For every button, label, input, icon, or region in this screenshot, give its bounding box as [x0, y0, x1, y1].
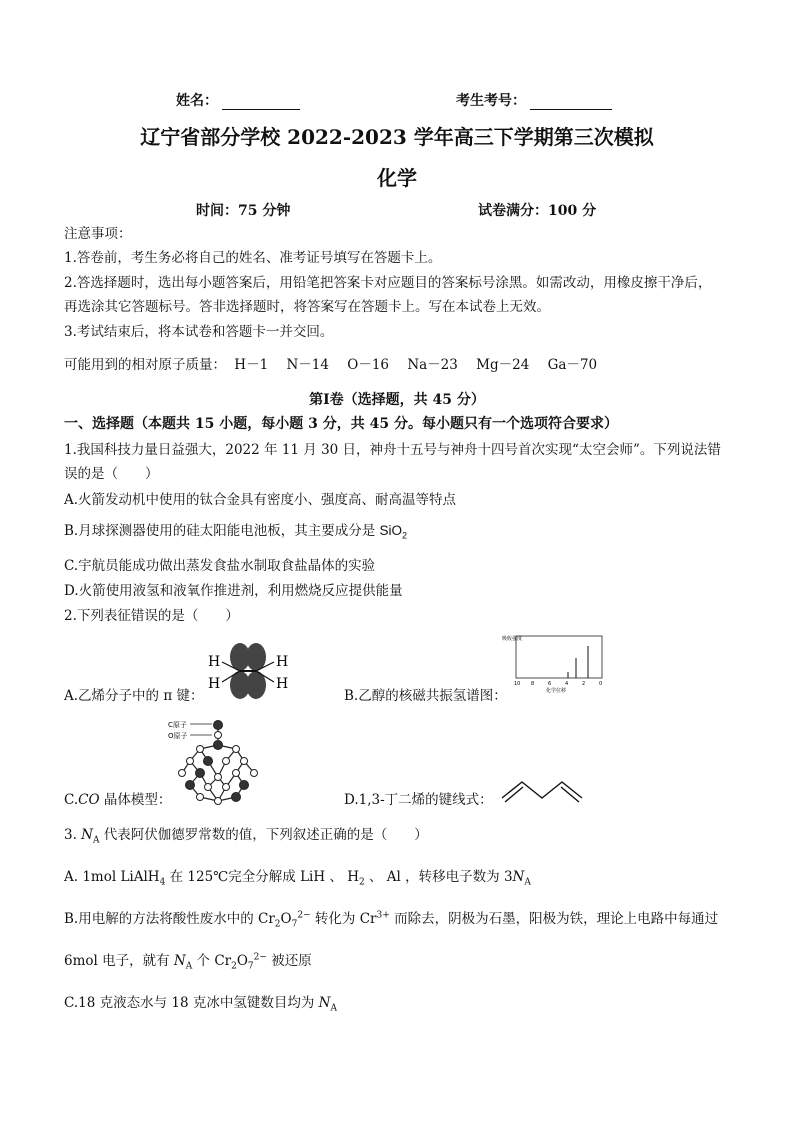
nmr-tick-label: 6	[548, 681, 552, 687]
q2-stem: 2.下列表征错误的是（ ）	[64, 608, 239, 624]
sio2-formula: SiO	[379, 523, 403, 538]
subscript: 7	[291, 919, 298, 930]
notice-item: 2.答选择题时，选出每小题答案后，用铅笔把答案卡对应题目的答案标号涂黑。如需改动，用橡皮擦干净后，	[64, 275, 712, 291]
butadiene-skeletal-figure	[500, 772, 584, 802]
h-atom-label: H	[276, 676, 289, 692]
butadiene-chain	[502, 782, 582, 798]
atomic-mass-value: Ga－70	[547, 357, 598, 373]
q3-b-text: 而除去，阴极为石墨，阳极为铁，理论上电路中每通过	[389, 911, 719, 927]
q3-b-text: 被还原	[266, 953, 312, 969]
atomic-mass-value: O－16	[347, 357, 390, 373]
carbon-atom	[204, 757, 213, 766]
q1-option-b-text: B.月球探测器使用的硅太阳能电池板，其主要成分是	[64, 523, 380, 539]
notice-item: 3.考试结束后，将本试卷和答题卡一并交回。	[64, 324, 334, 340]
notice-heading: 注意事项：	[64, 226, 132, 242]
q3-a-text: 、 Al ，转移电子数为 3	[364, 869, 513, 885]
subscript: 7	[247, 961, 254, 972]
q3-option-a	[64, 868, 531, 886]
nmr-tick-label: 10	[514, 681, 521, 687]
nmr-tick-label: 0	[599, 681, 603, 687]
sio2-subscript: 2	[402, 530, 408, 541]
nmr-tick-label: 2	[582, 681, 586, 687]
o-atom-legend: O原子	[168, 732, 188, 740]
nmr-tick-label: 8	[531, 681, 535, 687]
q2-option-c	[64, 791, 171, 809]
subscript: 2	[274, 919, 281, 930]
carbon-atom	[196, 769, 205, 778]
pi-bond-figure	[200, 640, 290, 702]
q3-b-text: 个 Cr	[192, 953, 232, 969]
oxygen-atom	[233, 770, 240, 777]
subscript: 2	[358, 877, 365, 888]
oxygen-atom	[223, 784, 230, 791]
q2-option-d: D.1,3-丁二烯的键线式：	[344, 792, 493, 808]
q1-option-a: A.火箭发动机中使用的钛合金具有密度小、强度高、耐高温等特点	[64, 492, 457, 508]
oxygen-atom	[251, 770, 258, 777]
nmr-spectrum-figure	[502, 634, 608, 694]
name-field	[176, 90, 300, 110]
exam-title: 辽宁省部分学校 2022-2023 学年高三下学期第三次模拟	[140, 125, 654, 149]
carbon-atom	[240, 781, 249, 790]
oxygen-atom	[233, 746, 240, 753]
na-subscript: A	[330, 1003, 337, 1014]
exam-number-field	[456, 90, 612, 110]
superscript: 2−	[253, 952, 267, 963]
part1-title: 第Ⅰ卷（选择题，共 45 分）	[309, 392, 485, 408]
oxygen-atom	[187, 758, 194, 765]
name-label: 姓名：	[176, 93, 218, 109]
q3-c-text: C.18 克液态水与 18 克冰中氢键数目均为	[64, 995, 319, 1011]
nmr-y-label: 吸收强度	[502, 636, 523, 642]
q3-b-text: O	[280, 911, 292, 927]
atomic-mass-value: N－14	[286, 357, 329, 373]
oxygen-atom	[179, 770, 186, 777]
na-subscript: A	[185, 961, 193, 972]
q3-number: 3.	[64, 827, 82, 843]
notice-item: 再选涂其它答题标号。答非选择题时，将答案写在答题卡上。写在本试卷上无效。	[64, 299, 550, 315]
oxygen-atom	[223, 758, 230, 765]
atomic-mass-value: H－1	[234, 357, 269, 373]
exam-number-label: 考生考号：	[456, 93, 526, 109]
name-blank[interactable]	[222, 95, 300, 110]
exam-number-blank[interactable]	[530, 95, 612, 110]
q2-option-c-suffix: 晶体模型：	[99, 792, 172, 808]
co-crystal-figure	[160, 715, 270, 809]
na-symbol: N	[81, 827, 93, 843]
notice-item: 1.答卷前，考生务必将自己的姓名、准考证号填写在答题卡上。	[64, 250, 442, 266]
q2-option-c-prefix: C.	[64, 792, 79, 808]
q3-option-c	[64, 994, 337, 1012]
atomic-masses	[64, 356, 597, 374]
atomic-mass-value: Na－23	[407, 357, 458, 373]
na-subscript: A	[92, 835, 100, 846]
atomic-masses-label: 可能用到的相对原子质量：	[64, 357, 226, 373]
na-symbol: N	[512, 869, 525, 885]
q3-option-b	[64, 910, 718, 928]
oxygen-atom	[241, 758, 248, 765]
q3-b-text: O	[236, 953, 248, 969]
carbon-atom	[214, 741, 223, 750]
h-atom-label: H	[208, 654, 221, 670]
oxygen-atom	[215, 732, 222, 739]
na-symbol: N	[318, 995, 331, 1011]
h-atom-label: H	[208, 676, 221, 692]
nmr-tick-labels	[514, 681, 602, 687]
carbon-atom	[214, 721, 223, 730]
subscript: 4	[159, 877, 166, 888]
q3-a-text: 在 125℃完全分解成 LiH 、 H	[165, 869, 359, 885]
p-orbital-lobe	[246, 643, 266, 671]
q2-option-a: A.乙烯分子中的 π 键：	[64, 688, 204, 704]
na-subscript: A	[524, 877, 531, 888]
q3-option-b-cont	[64, 952, 312, 970]
subject-title: 化学	[377, 166, 417, 190]
atomic-mass-value: Mg－24	[476, 357, 530, 373]
exam-time: 时间：75 分钟	[196, 203, 291, 219]
nmr-x-label: 化学位移	[546, 688, 567, 694]
oxygen-atom	[215, 774, 222, 781]
q3-a-text: A. 1mol LiAlH	[64, 869, 160, 885]
nmr-plot-frame	[516, 636, 602, 678]
q1-option-b	[64, 522, 407, 540]
section-heading: 一、选择题（本题共 15 小题，每小题 3 分，共 45 分。每小题只有一个选项符合要求）	[64, 416, 618, 432]
q1-option-d: D.火箭使用液氢和液氧作推进剂，利用燃烧反应提供能量	[64, 583, 403, 599]
oxygen-atom	[197, 746, 204, 753]
q3-stem-text: 代表阿伏伽德罗常数的值，下列叙述正确的是（ ）	[99, 827, 428, 843]
q1-option-c: C.宇航员能成功做出蒸发食盐水制取食盐晶体的实验	[64, 558, 376, 574]
crystal-lattice	[179, 721, 258, 805]
q3-stem	[64, 826, 428, 844]
oxygen-atom	[197, 794, 204, 801]
superscript: 2−	[297, 910, 311, 921]
q3-b-text: 转化为 Cr	[310, 911, 377, 927]
q3-b-text: B.用电解的方法将酸性废水中的 Cr	[64, 911, 275, 927]
c-atom-legend: C原子	[168, 721, 187, 729]
h-atom-label: H	[276, 654, 289, 670]
carbon-atom	[232, 793, 241, 802]
oxygen-atom	[215, 798, 222, 805]
co-formula: CO	[78, 792, 100, 808]
q1-stem-cont: 误的是（ ）	[64, 466, 159, 482]
carbon-atom	[186, 781, 195, 790]
nmr-tick-label: 4	[565, 681, 569, 687]
na-symbol: N	[173, 953, 186, 969]
oxygen-atom	[205, 784, 212, 791]
q1-stem: 1.我国科技力量日益强大，2022 年 11 月 30 日，神舟十五号与神舟十四号首次实现“太空会师”。下列说法错	[64, 442, 721, 458]
q3-b-text: 6mol 电子，就有	[64, 953, 174, 969]
superscript: 3+	[376, 910, 390, 921]
q2-option-b: B.乙醇的核磁共振氢谱图：	[344, 688, 507, 704]
exam-score: 试卷满分：100 分	[478, 203, 597, 219]
subscript: 2	[231, 961, 237, 972]
